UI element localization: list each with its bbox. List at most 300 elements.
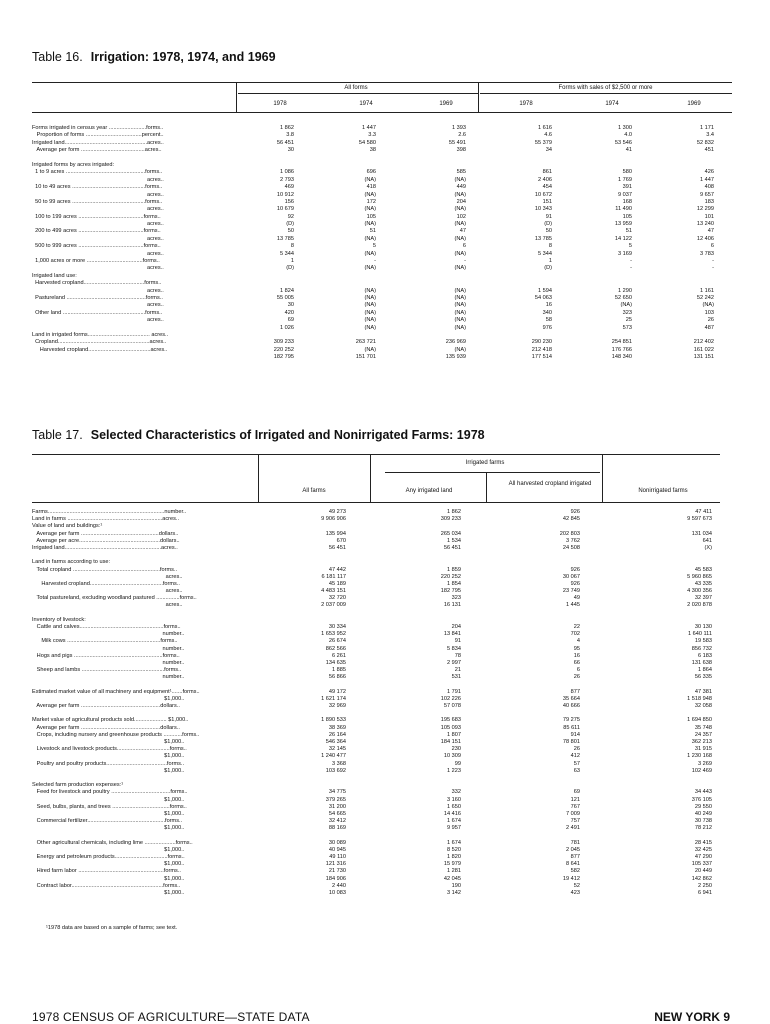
table17-cell: 40 666 xyxy=(562,703,580,710)
table17-cell: 19 412 xyxy=(562,875,580,882)
table16-row-label: 100 to 199 acres ..........................................forms.. xyxy=(32,213,161,220)
table16-cell: 1 290 xyxy=(618,287,632,294)
table16-cell: 5 xyxy=(372,243,376,250)
table17-row-label: acres.. xyxy=(32,602,183,609)
table17-row-label: Selected farm production expenses:¹ xyxy=(32,782,124,789)
table17-cell: 7 009 xyxy=(566,810,580,817)
table17-row-label: Seed, bulbs, plants, and trees .....................................forms.. xyxy=(32,803,187,810)
table17-row-label: number.. xyxy=(32,674,185,681)
table16-cell: 41 xyxy=(625,147,632,154)
table17-cell: 1 859 xyxy=(447,566,461,573)
table17-row-label xyxy=(32,682,254,689)
table16-cell: 172 xyxy=(366,198,376,205)
table16-cell xyxy=(316,162,376,169)
table16-cell: 391 xyxy=(622,184,632,191)
table17-cell xyxy=(510,710,580,717)
table16-cell: (NA) xyxy=(364,176,376,183)
table16-year-header: 1974 xyxy=(359,101,373,107)
table17-cell: 1 674 xyxy=(447,818,461,825)
table17-cell: 323 xyxy=(451,595,461,602)
table17-cell: 184 151 xyxy=(440,739,461,745)
table17-cell: 1 230 168 xyxy=(687,753,712,760)
table17-cell: 32 720 xyxy=(328,595,346,602)
table16-cell: 220 252 xyxy=(273,346,294,353)
table17-cell: 38 369 xyxy=(328,724,346,731)
table17-cell xyxy=(391,775,461,782)
table17-cell: 1 621 174 xyxy=(321,695,346,702)
table17-row-label: $1,000.. xyxy=(32,695,185,702)
table17-cell xyxy=(391,610,461,617)
table17-cell: 379 265 xyxy=(325,796,346,803)
table17-row-label xyxy=(32,552,254,559)
table16-row-label xyxy=(32,155,232,162)
table16-cell: (NA) xyxy=(364,250,376,257)
table16-data-column xyxy=(234,125,294,362)
table17-cell: 1 640 111 xyxy=(687,631,712,638)
table17-cell: 6 181 117 xyxy=(321,573,346,580)
table17-cell: 34 775 xyxy=(328,789,346,796)
table17-cell: (X) xyxy=(704,544,712,551)
table16-row-label: Irrigated land use: xyxy=(32,272,77,279)
table17-cell: 49 110 xyxy=(329,854,346,860)
table17-cell xyxy=(276,552,346,559)
table17-cell: 35 748 xyxy=(694,724,712,731)
table16-cell: 55 005 xyxy=(276,294,294,301)
table16-cell: 16 xyxy=(545,302,552,309)
table16-cell: 408 xyxy=(704,184,714,191)
table16-cell: 168 xyxy=(622,198,632,205)
table17-cell: 1 890 533 xyxy=(321,717,346,724)
table16-cell xyxy=(572,332,632,339)
table16-cell: 135 939 xyxy=(445,354,466,361)
table16-row-label: Land in irrigated forms........................................ acres.. xyxy=(32,331,169,338)
table17-cell: 32 397 xyxy=(694,595,712,602)
table16-cell xyxy=(406,273,466,280)
table16-row-label: acres.. xyxy=(32,206,164,213)
table17-cell xyxy=(510,617,580,624)
table16-cell: 92 xyxy=(287,213,294,220)
table16-cell: 469 xyxy=(284,184,294,191)
table16-cell: 340 xyxy=(542,309,552,316)
table17-cell: 45 583 xyxy=(694,566,712,573)
table16-cell xyxy=(234,332,294,339)
table17-cell xyxy=(510,775,580,782)
table17-cell: 856 732 xyxy=(691,645,712,652)
table17-cell: 1 864 xyxy=(698,667,712,674)
table16-cell: - xyxy=(712,258,714,265)
table16-cell xyxy=(654,332,714,339)
table17-cell: 15 979 xyxy=(443,861,461,868)
table17-cell: 204 xyxy=(451,624,461,630)
table16-cell: (NA) xyxy=(454,287,466,294)
table17-cell: 670 xyxy=(336,537,346,544)
table16-cell xyxy=(492,332,552,339)
table16-cell: 1 xyxy=(548,258,552,265)
table17-cell: 21 xyxy=(454,667,461,674)
table16-cell: (NA) xyxy=(454,221,466,228)
table16-row-label: Cropland...........................................................acres.. xyxy=(32,339,167,346)
table17-cell: 105 093 xyxy=(440,724,461,731)
table16-cell xyxy=(406,332,466,339)
table16-cell: 418 xyxy=(366,184,376,191)
table16-cell: (NA) xyxy=(364,191,376,198)
table16-row-label: acres.. xyxy=(32,302,164,309)
table17-cell: 24 357 xyxy=(694,731,712,738)
table17-row-label: Commercial fertilizer..................................................forms.. xyxy=(32,818,183,825)
table17-cell: 102 226 xyxy=(440,695,461,702)
table16-row-label: acres.. xyxy=(32,235,164,242)
table17-cell: 56 451 xyxy=(443,544,461,551)
table17-cell: 4 483 151 xyxy=(321,588,346,595)
table16-cell: 47 xyxy=(707,228,714,235)
table16-cell: 176 766 xyxy=(611,346,632,353)
table17-cell xyxy=(642,552,712,559)
table16-cell: 1 594 xyxy=(538,287,552,294)
table17-row-label: $1,000.. xyxy=(32,825,185,832)
table17-row-label: Milk cows ............................................................forms.. xyxy=(32,638,178,645)
table17-row-label: Land in farms according to use: xyxy=(32,559,111,566)
table17-cell: 47 442 xyxy=(328,566,346,573)
table17-cell: 95 xyxy=(573,645,580,652)
table17-cell: 6 261 xyxy=(332,652,346,659)
table16-cell: 105 xyxy=(622,213,632,220)
table17-cell xyxy=(276,710,346,717)
table16-data-column xyxy=(654,125,714,362)
table16-cell xyxy=(234,155,294,162)
table17-cell: 35 664 xyxy=(562,695,580,702)
table16-cell: - xyxy=(630,258,632,265)
table16-cell: - xyxy=(712,265,714,272)
table16-cell: 13 785 xyxy=(534,235,552,242)
table17-cell: 43 335 xyxy=(694,580,712,587)
table17-cell: 131 638 xyxy=(691,659,712,666)
table17-cell: 32 145 xyxy=(328,746,346,753)
table16-cell: 451 xyxy=(704,147,714,154)
table17-cell: 1 534 xyxy=(447,537,461,544)
table17-cell xyxy=(510,559,580,566)
table17-cell: 66 xyxy=(573,659,580,666)
table16-year-header: 1978 xyxy=(273,101,287,107)
table17-cell: 26 674 xyxy=(328,638,346,645)
table17-cell: 102 469 xyxy=(691,767,712,774)
table16-cell: 449 xyxy=(456,184,466,191)
table17-cell: 131 034 xyxy=(691,530,712,537)
table17-cell: 9 597 673 xyxy=(687,516,712,523)
table17-cell: 926 xyxy=(570,509,580,515)
table17-cell: 2 045 xyxy=(566,846,580,853)
table16-cell: (NA) xyxy=(454,309,466,316)
table17-row-label: $1,000.. xyxy=(32,767,185,774)
table17-cell xyxy=(276,832,346,839)
table17-cell: 54 665 xyxy=(328,810,346,817)
table16-row-label: Proportion of forms ....................................percent.. xyxy=(32,132,164,139)
table17-cell: 142 862 xyxy=(691,875,712,882)
table17-cell: 2 997 xyxy=(447,659,461,666)
table17-cell: 5 960 865 xyxy=(687,573,712,580)
table16-cell xyxy=(654,162,714,169)
table16-cell: 454 xyxy=(542,184,552,191)
table17-cell: 32 412 xyxy=(328,818,346,825)
table17-data-column xyxy=(510,509,580,897)
table16-row-labels xyxy=(32,125,232,354)
table16-cell: 25 xyxy=(625,317,632,324)
table17-cell: 78 212 xyxy=(694,825,712,832)
table17-cell: 85 611 xyxy=(563,724,580,731)
table17-cell xyxy=(510,552,580,559)
table17-cell: 45 189 xyxy=(328,580,346,587)
table17-cell: 6 xyxy=(576,667,580,674)
table17-cell: 877 xyxy=(570,854,580,860)
page-footer-state-page: NEW YORK 9 xyxy=(654,1010,730,1024)
table17-cell: 781 xyxy=(570,839,580,846)
table17-cell: 220 252 xyxy=(440,573,461,580)
table17-row-label: Crops, including nursery and greenhouse products ............forms.. xyxy=(32,731,200,738)
table17-cell: 56 451 xyxy=(328,544,346,551)
table17-cell xyxy=(510,610,580,617)
table17-row-label xyxy=(32,610,254,617)
table16-cell: (NA) xyxy=(454,235,466,242)
table16-row-label: 1 to 9 acres ...................................................forms.. xyxy=(32,169,163,176)
table17-row-label: acres.. xyxy=(32,588,183,595)
table16-cell: (NA) xyxy=(454,346,466,353)
table16-cell xyxy=(572,162,632,169)
table17-cell: 135 994 xyxy=(325,530,346,537)
table17-cell: 22 xyxy=(573,624,580,630)
table17-cell: 79 275 xyxy=(562,717,580,724)
table16-cell: 183 xyxy=(704,198,714,205)
table17-cell: 6 183 xyxy=(698,652,712,659)
table17-cell: 10 083 xyxy=(328,889,346,896)
table17-cell xyxy=(391,710,461,717)
table17-row-label: Farms...........................................................................number.. xyxy=(32,509,187,515)
table16-cell: 148 340 xyxy=(611,354,632,361)
table17-row-label: Hogs and pigs .........................................................forms.. xyxy=(32,652,180,659)
table16-cell: 3 169 xyxy=(618,250,632,257)
table16-title xyxy=(32,50,276,64)
table17-cell: 926 xyxy=(570,566,580,573)
table17-cell: 30 130 xyxy=(694,624,712,630)
table17-cell xyxy=(642,523,712,530)
table17-row-label: Harvested cropland...............................................forms.. xyxy=(32,580,180,587)
table17-cell: 69 xyxy=(573,789,580,796)
table17-data-column xyxy=(391,509,461,897)
table17-cell: 19 583 xyxy=(694,638,712,645)
table17-row-label: Average per acre....................................................dollars.. xyxy=(32,537,180,544)
table16-cell xyxy=(234,162,294,169)
table16-cell xyxy=(572,155,632,162)
table16-row-label: 1,000 acres or more ....................................forms.. xyxy=(32,258,160,265)
table16-cell: (D) xyxy=(286,265,294,272)
table16-cell: 103 xyxy=(704,309,714,316)
table16-cell: 9 657 xyxy=(700,191,714,198)
table16-cell: 30 xyxy=(287,302,294,309)
table17-cell: 57 078 xyxy=(443,703,461,710)
table17-row-label: Estimated market value of all machinery and equipment¹.......forms.. xyxy=(32,688,200,695)
table17-row-label: $1,000.. xyxy=(32,861,185,868)
table16-cell xyxy=(492,162,552,169)
table17-row-label: Poultry and poultry products.......................................forms.. xyxy=(32,760,185,767)
table16-cell: 10 679 xyxy=(276,206,294,213)
table16-cell: 51 xyxy=(625,228,632,235)
table16-cell: 50 xyxy=(545,228,552,235)
table17-cell xyxy=(391,682,461,689)
table17-data-column xyxy=(276,509,346,897)
table17-cell: 26 xyxy=(573,674,580,681)
table16-head-bottom-rule xyxy=(32,112,732,113)
table16-cell: 2.6 xyxy=(458,132,466,139)
table16-cell: (D) xyxy=(544,221,552,228)
table17-cell: 2 250 xyxy=(698,882,712,889)
table17-row-label: Contract labor...........................................................forms.. xyxy=(32,882,181,889)
table17-cell: 9 957 xyxy=(447,825,461,832)
table16-cell xyxy=(234,273,294,280)
table17-cell: 28 415 xyxy=(694,839,712,846)
table17-cell xyxy=(642,559,712,566)
table16-cell: 55 491 xyxy=(448,139,466,146)
table16-row-label: acres.. xyxy=(32,317,164,324)
table17-cell: 23 749 xyxy=(562,588,580,595)
table17-cell: 26 164 xyxy=(328,731,346,738)
table17-cell: 47 290 xyxy=(694,854,712,860)
table16-cell: 12 406 xyxy=(696,235,714,242)
table17-cell: 1 854 xyxy=(447,580,461,587)
table16-cell: (NA) xyxy=(620,302,632,309)
table17-top-rule xyxy=(32,454,720,455)
table17-label: Table 17. xyxy=(32,428,83,442)
table16-cell: 102 xyxy=(456,213,466,220)
table16-cell: (NA) xyxy=(454,206,466,213)
table16-row-label: Average per form .........................................acres.. xyxy=(32,147,162,154)
table16-cell: 5 xyxy=(628,243,632,250)
table16-row-label: 10 to 49 acres ...............................................forms.. xyxy=(32,184,163,191)
table16-cell: 50 xyxy=(287,228,294,235)
table16-cell: 1 447 xyxy=(362,125,376,131)
table17-cell: 49 273 xyxy=(328,509,346,515)
table17-cell: 30 089 xyxy=(328,839,346,846)
table17-cell: 926 xyxy=(570,580,580,587)
table16-cell: 56 451 xyxy=(276,139,294,146)
table17-row-label: Irrigated land..............................................................acres.. xyxy=(32,544,178,551)
table16-cell: 1 824 xyxy=(280,287,294,294)
table17-cell: 767 xyxy=(570,803,580,810)
table17-cell: 34 443 xyxy=(694,789,712,796)
table16-cell: 177 514 xyxy=(531,354,552,361)
table17-row-label: Average per farm ..................................................dollars.. xyxy=(32,530,179,537)
table17-cell: 309 233 xyxy=(440,516,461,523)
table17-cell: 1 862 xyxy=(447,509,461,515)
table17-cell xyxy=(276,523,346,530)
table16-cell: 52 650 xyxy=(614,294,632,301)
table16-cell xyxy=(654,155,714,162)
table17-cell: 42 845 xyxy=(562,516,580,523)
table17-row-label: acres.. xyxy=(32,573,183,580)
table16-cell: 1 300 xyxy=(618,125,632,131)
table17-cell: 134 635 xyxy=(325,659,346,666)
table16-cell: 1 769 xyxy=(618,176,632,183)
table17-row-label: number.. xyxy=(32,631,185,638)
table16-cell: 91 xyxy=(545,213,552,220)
table17-cell xyxy=(510,782,580,789)
table17-row-label xyxy=(32,775,254,782)
table17-cell xyxy=(276,775,346,782)
table16-cell: 309 233 xyxy=(273,339,294,346)
table17-cell: 6 941 xyxy=(698,889,712,896)
table17-cell xyxy=(276,559,346,566)
table16-group-all: All forms xyxy=(344,85,368,91)
table17-cell: 31 200 xyxy=(328,803,346,810)
table17-cell: 582 xyxy=(570,868,580,875)
table17-cell xyxy=(391,559,461,566)
table16-row-label: acres.. xyxy=(32,191,164,198)
table17-subhead-rule xyxy=(385,472,600,473)
table16-cell: 161 022 xyxy=(693,346,714,353)
table16-row-label: Irrigated land.....................................................acres.. xyxy=(32,139,164,146)
table16-cell: 52 832 xyxy=(696,139,714,146)
table16-cell: (NA) xyxy=(454,324,466,331)
table17-cell: 20 449 xyxy=(694,868,712,875)
table16-cell xyxy=(654,280,714,287)
table16-cell: 580 xyxy=(622,169,632,176)
page-footer-title: 1978 CENSUS OF AGRICULTURE—STATE DATA xyxy=(32,1010,310,1024)
table16-data-column xyxy=(492,125,552,362)
table17-cell: 30 067 xyxy=(562,573,580,580)
table17-row-label: $1,000.. xyxy=(32,796,185,803)
table17-cell xyxy=(510,832,580,839)
table16-cell: 5 344 xyxy=(280,250,294,257)
table17-cell: 1 885 xyxy=(332,667,346,674)
table16-data-column xyxy=(316,125,376,362)
table16-cell: (NA) xyxy=(454,294,466,301)
table16-cell: (NA) xyxy=(454,191,466,198)
table16-cell: 487 xyxy=(704,324,714,331)
table17-row-labels xyxy=(32,509,254,897)
table17-row-label xyxy=(32,710,254,717)
table17-cell: 121 316 xyxy=(325,861,346,868)
table17-cell: 99 xyxy=(454,760,461,767)
table17-cell: 3 160 xyxy=(447,796,461,803)
table17-cell: 195 683 xyxy=(440,717,461,724)
table16-row-label: Pastureland ...................................................forms.. xyxy=(32,294,163,301)
table17-cell xyxy=(391,832,461,839)
table16-cell: 5 344 xyxy=(538,250,552,257)
table17-cell: 24 508 xyxy=(562,544,580,551)
table17-row-label: Cattle and calves......................................................forms.. xyxy=(32,624,181,630)
table17-cell: 8 641 xyxy=(566,861,580,868)
table16-group-sales: Forms with sales of $2,500 or more xyxy=(558,85,653,91)
table17-cell: 3 142 xyxy=(447,889,461,896)
table17-cell: 3 368 xyxy=(332,760,346,767)
table17-header-all-harvested: All harvested cropland irrigated xyxy=(508,481,592,487)
table16-cell: 156 xyxy=(284,198,294,205)
table17-cell: 2 491 xyxy=(566,825,580,832)
table16-cell: (NA) xyxy=(454,317,466,324)
table17-cell: 1 820 xyxy=(447,854,461,860)
table16-cell: - xyxy=(374,258,376,265)
table17-cell: 13 841 xyxy=(443,631,461,638)
table17-heading: Selected Characteristics of Irrigated and Nonirrigated Farms: 1978 xyxy=(90,428,485,442)
table16-cell: 53 546 xyxy=(614,139,632,146)
table17-data-column xyxy=(642,509,712,897)
table16-cell xyxy=(492,280,552,287)
table17-cell: 757 xyxy=(570,818,580,825)
table17-cell: 32 058 xyxy=(694,703,712,710)
table16-cell: (NA) xyxy=(364,287,376,294)
table16-cell: (NA) xyxy=(364,265,376,272)
table16-subhead-rule-right xyxy=(480,93,732,94)
table17-cell: 10 309 xyxy=(443,753,461,760)
table17-row-label: Total pastureland, excluding woodland pastured ...............forms.. xyxy=(32,595,197,602)
table16-cell: 3.3 xyxy=(368,132,376,139)
